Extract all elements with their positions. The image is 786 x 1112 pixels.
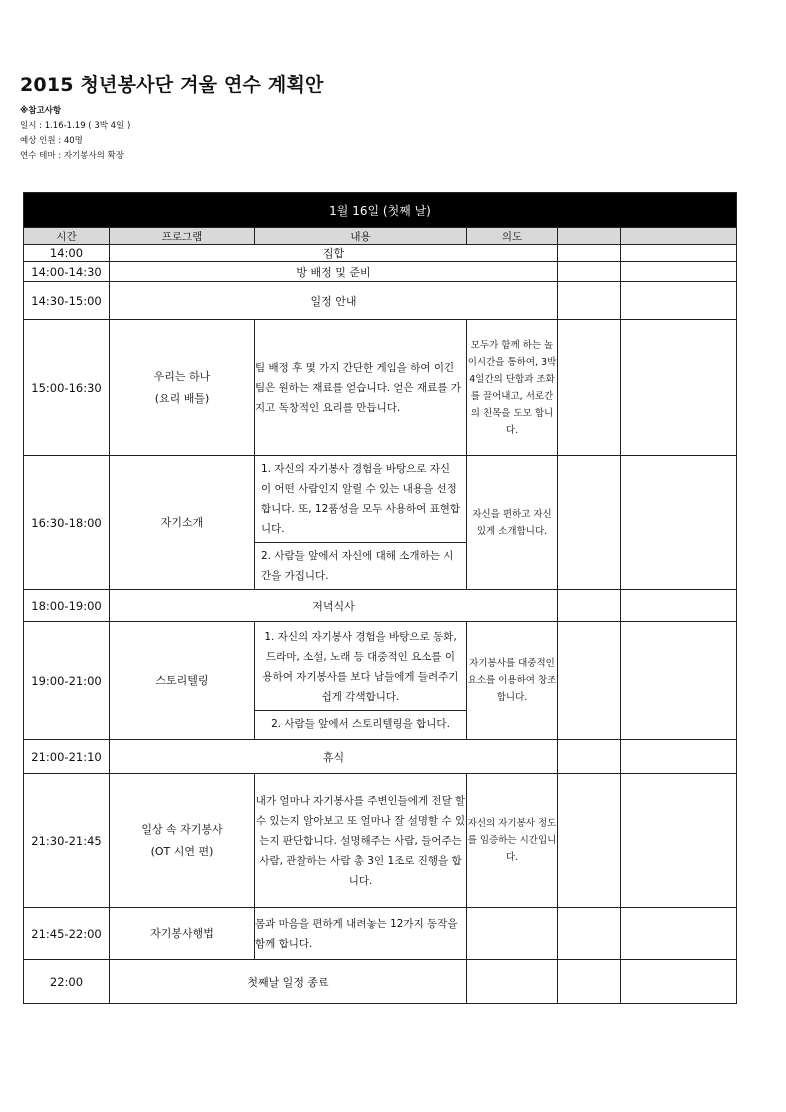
time-cell: 14:30-15:00 (24, 282, 110, 320)
notes-heading: ※참고사항 (20, 106, 62, 116)
purpose-cell: 자신의 자기봉사 정도를 임증하는 시간입니다. (467, 774, 558, 908)
content-step-2: 2. 사람들 앞에서 스토리텔링을 합니다. (255, 710, 466, 737)
table-row (24, 774, 737, 908)
header-purpose: 의도 (467, 228, 558, 245)
notes-theme: 연수 테마 : 자기봉사의 확장 (20, 151, 124, 161)
time-cell: 21:00-21:10 (24, 740, 110, 774)
content-cell (255, 456, 467, 590)
schedule-table (23, 192, 737, 1004)
content-cell: 내가 얼마나 자기봉사를 주변인들에게 전달 할 수 있는지 알아보고 또 얼마나 잘 설명할 수 있는지 판단합니다. 설명해주는 사람, 들어주는 사람, 관찰하는 사람 총 3인 1조로 진행을 합니다. (255, 774, 467, 908)
content-cell: 방 배정 및 준비 (110, 262, 558, 282)
program-subtitle: (요리 배틀) (154, 391, 210, 405)
content-cell (255, 622, 467, 740)
day-banner: 1월 16일 (첫째 날) (24, 193, 737, 228)
purpose-cell: 자기봉사를 대중적인 요소를 이용하여 창조합니다. (467, 622, 558, 740)
program-cell: 스토리텔링 (110, 622, 255, 740)
time-cell: 19:00-21:00 (24, 622, 110, 740)
program-cell: 자기봉사행법 (110, 908, 255, 960)
program-name: 일상 속 자기봉사 (141, 822, 223, 836)
content-step-2: 2. 사람들 앞에서 자신에 대해 소개하는 시간을 가집니다. (255, 542, 466, 589)
header-extra-2 (621, 228, 737, 245)
notes-block (20, 104, 130, 164)
time-cell: 15:00-16:30 (24, 320, 110, 456)
time-cell: 18:00-19:00 (24, 590, 110, 622)
header-program: 프로그램 (110, 228, 255, 245)
table-row (24, 622, 737, 740)
time-cell: 16:30-18:00 (24, 456, 110, 590)
table-row (24, 262, 737, 282)
content-cell: 첫째날 일정 종료 (110, 960, 467, 1004)
content-cell: 팀 배정 후 몇 가지 간단한 게임을 하여 이긴 팀은 원하는 재료를 얻습니다. 얻은 재료를 가지고 독창적인 요리를 만듭니다. (255, 320, 467, 456)
table-row (24, 456, 737, 590)
time-cell: 21:30-21:45 (24, 774, 110, 908)
notes-date: 일시 : 1.16-1.19 ( 3박 4일 ) (20, 121, 131, 131)
header-content: 내용 (255, 228, 467, 245)
purpose-cell: 자신을 편하고 자신 있게 소개합니다. (467, 456, 558, 590)
content-step-1: 1. 자신의 자기봉사 경험을 바탕으로 자신이 어떤 사람인지 알릴 수 있는 내용을 선정합니다. 또, 12품성을 모두 사용하여 표현합니다. (261, 463, 461, 535)
document-title: 2015 청년봉사단 겨울 연수 계획안 (20, 74, 324, 96)
content-cell: 일정 안내 (110, 282, 558, 320)
program-cell (110, 774, 255, 908)
content-cell: 저녁식사 (110, 590, 558, 622)
program-name: 우리는 하나 (153, 369, 211, 383)
time-cell: 21:45-22:00 (24, 908, 110, 960)
notes-attendees: 예상 인원 : 40명 (20, 136, 83, 146)
table-row (24, 320, 737, 456)
table-row (24, 908, 737, 960)
table-row (24, 245, 737, 262)
content-cell: 집합 (110, 245, 558, 262)
program-cell: 자기소개 (110, 456, 255, 590)
table-row (24, 740, 737, 774)
program-subtitle: (OT 시연 편) (150, 844, 214, 858)
time-cell: 14:00 (24, 245, 110, 262)
table-row (24, 960, 737, 1004)
table-row (24, 590, 737, 622)
purpose-cell: 모두가 함께 하는 놀이시간을 통하여, 3박 4일간의 단합과 조화를 끌어내고, 서로간의 친목을 도모 합니다. (467, 320, 558, 456)
time-cell: 22:00 (24, 960, 110, 1004)
content-cell: 몸과 마음을 편하게 내려놓는 12가지 동작을 함께 합니다. (255, 908, 467, 960)
content-step-1: 1. 자신의 자기봉사 경험을 바탕으로 동화, 드라마, 소설, 노래 등 대중적인 요소를 이용하여 자기봉사를 보다 남들에게 들려주기 쉽게 각색합니다. (262, 631, 459, 703)
header-time: 시간 (24, 228, 110, 245)
header-extra-1 (558, 228, 621, 245)
header-row (24, 228, 737, 245)
program-cell (110, 320, 255, 456)
content-cell: 휴식 (110, 740, 558, 774)
table-row (24, 282, 737, 320)
time-cell: 14:00-14:30 (24, 262, 110, 282)
